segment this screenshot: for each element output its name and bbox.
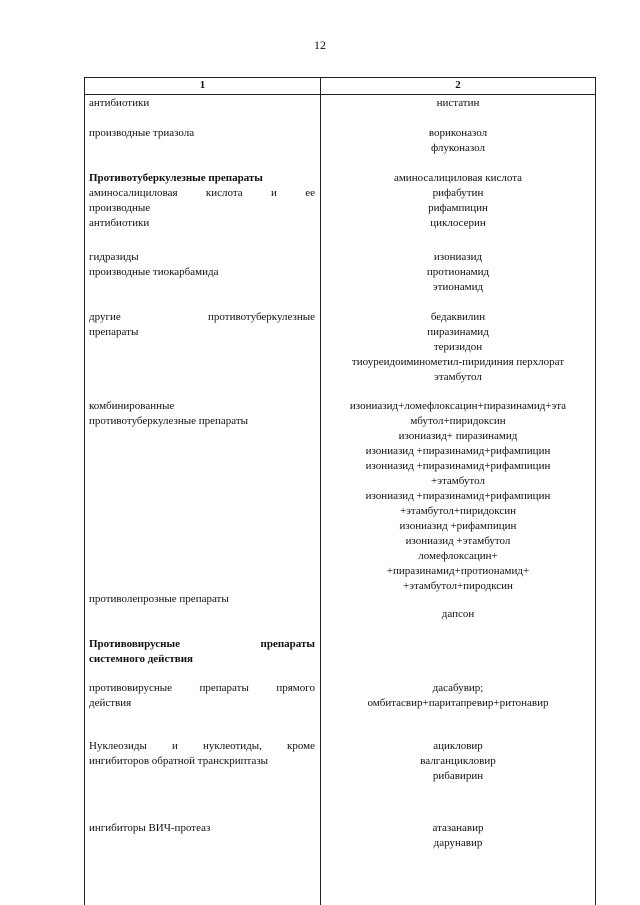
drug-ribavirin: рибавирин bbox=[432, 770, 484, 782]
group-triazole: производные триазола bbox=[89, 127, 195, 139]
column-header-2: 2 bbox=[455, 79, 461, 91]
drug-terizidone: теризидон bbox=[433, 341, 483, 353]
drug-bedaquiline: бедаквилин bbox=[430, 311, 486, 323]
drug-ethionamide: этионамид bbox=[432, 281, 484, 293]
combined-drug-line: +этамбутол+пиродксин bbox=[403, 580, 513, 592]
combined-drugs-list bbox=[321, 399, 595, 594]
combined-drug-line: +этамбутол+пиридоксин bbox=[399, 505, 517, 517]
drug-rifabutin: рифабутин bbox=[432, 187, 484, 199]
drug-voriconazole: вориконазол bbox=[428, 127, 488, 139]
group-antileprosy: противолепрозные препараты bbox=[89, 593, 229, 605]
drug-protionamide: протионамид bbox=[426, 266, 490, 278]
combined-drug-line: +пиразинамид+протионамид+ bbox=[386, 565, 530, 577]
combined-drug-line: +этамбутол bbox=[431, 475, 485, 487]
drug-ethambutol: этамбутол bbox=[434, 371, 482, 383]
drug-valganciclovir: валганцикловир bbox=[420, 755, 496, 767]
group-antibiotics: антибиотики bbox=[89, 97, 150, 109]
drug-isoniazid: изониазид bbox=[433, 251, 483, 263]
combined-drug-line: изониазид +пиразинамид+рифампицин bbox=[365, 490, 551, 502]
combined-drug-line: изониазид+ пиразинамид bbox=[398, 430, 518, 442]
group-combined-line2: противотуберкулезные препараты bbox=[89, 415, 249, 427]
column-header-1: 1 bbox=[199, 79, 206, 91]
page-number: 12 bbox=[314, 38, 326, 52]
drug-rifampicin: рифампицин bbox=[428, 202, 488, 214]
drug-cycloserine: циклосерин bbox=[430, 217, 486, 229]
drug-dapsone: дапсон bbox=[441, 608, 475, 620]
drug-nystatin: нистатин bbox=[436, 97, 480, 109]
section-title-antitb: Противотуберкулезные препараты bbox=[89, 172, 263, 184]
group-hiv-protease: ингибиторы ВИЧ-протеаз bbox=[89, 822, 211, 834]
drug-table bbox=[84, 77, 596, 905]
group-combined-line1: комбинированные bbox=[89, 400, 175, 412]
drug-aciclovir: ацикловир bbox=[433, 740, 483, 752]
drug-pyrazinamide: пиразинамид bbox=[427, 326, 489, 338]
combined-drug-line: изониазид +рифампицин bbox=[399, 520, 517, 532]
section-title-antiviral-line1: Противовирусные препараты bbox=[89, 638, 315, 650]
combined-drug-line: изониазид +пиразинамид+рифампицин bbox=[365, 445, 551, 457]
drug-darunavir: дарунавир bbox=[433, 837, 483, 849]
drug-ombitasvir-combo: омбитасвир+паритапревир+ритонавир bbox=[367, 697, 549, 709]
drug-thioureido: тиоуреидоиминометил-пиридиния перхлорат bbox=[351, 356, 565, 368]
drug-fluconazole: флуконазол bbox=[430, 142, 486, 154]
combined-drug-line: мбутол+пиридоксин bbox=[410, 415, 506, 427]
drug-atazanavir: атазанавир bbox=[432, 822, 484, 834]
group-aminosalicylic-line1: аминосалициловая кислота и ее bbox=[89, 187, 315, 199]
group-nucleosides-line2: ингибиторов обратной транскриптазы bbox=[89, 755, 269, 767]
group-other-tb-line2: препараты bbox=[89, 326, 139, 338]
combined-drug-line: изониазид +пиразинамид+рифампицин bbox=[365, 460, 551, 472]
group-direct-antiviral-line1: противовирусные препараты прямого bbox=[89, 682, 315, 694]
combined-drug-line: изониазид+ломефлоксацин+пиразинамид+эта bbox=[349, 400, 567, 412]
group-thiocarbamide: производные тиокарбамида bbox=[89, 266, 219, 278]
table-header-row bbox=[85, 78, 595, 95]
group-nucleosides-line1: Нуклеозиды и нуклеотиды, кроме bbox=[89, 740, 315, 752]
drug-aminosalicylic: аминосалициловая кислота bbox=[393, 172, 523, 184]
group-other-tb-line1: другие противотуберкулезные bbox=[89, 311, 315, 323]
group-hydrazides: гидразиды bbox=[89, 251, 139, 263]
combined-drug-line: ломефлоксацин+ bbox=[418, 550, 498, 562]
section-title-antiviral-line2: системного действия bbox=[89, 653, 193, 665]
combined-drug-line: изониазид +этамбутол bbox=[405, 535, 511, 547]
group-aminosalicylic-line2: производные bbox=[89, 202, 151, 214]
drug-dasabuvir: дасабувир; bbox=[432, 682, 484, 694]
group-antibiotics-tb: антибиотики bbox=[89, 217, 150, 229]
group-direct-antiviral-line2: действия bbox=[89, 697, 132, 709]
